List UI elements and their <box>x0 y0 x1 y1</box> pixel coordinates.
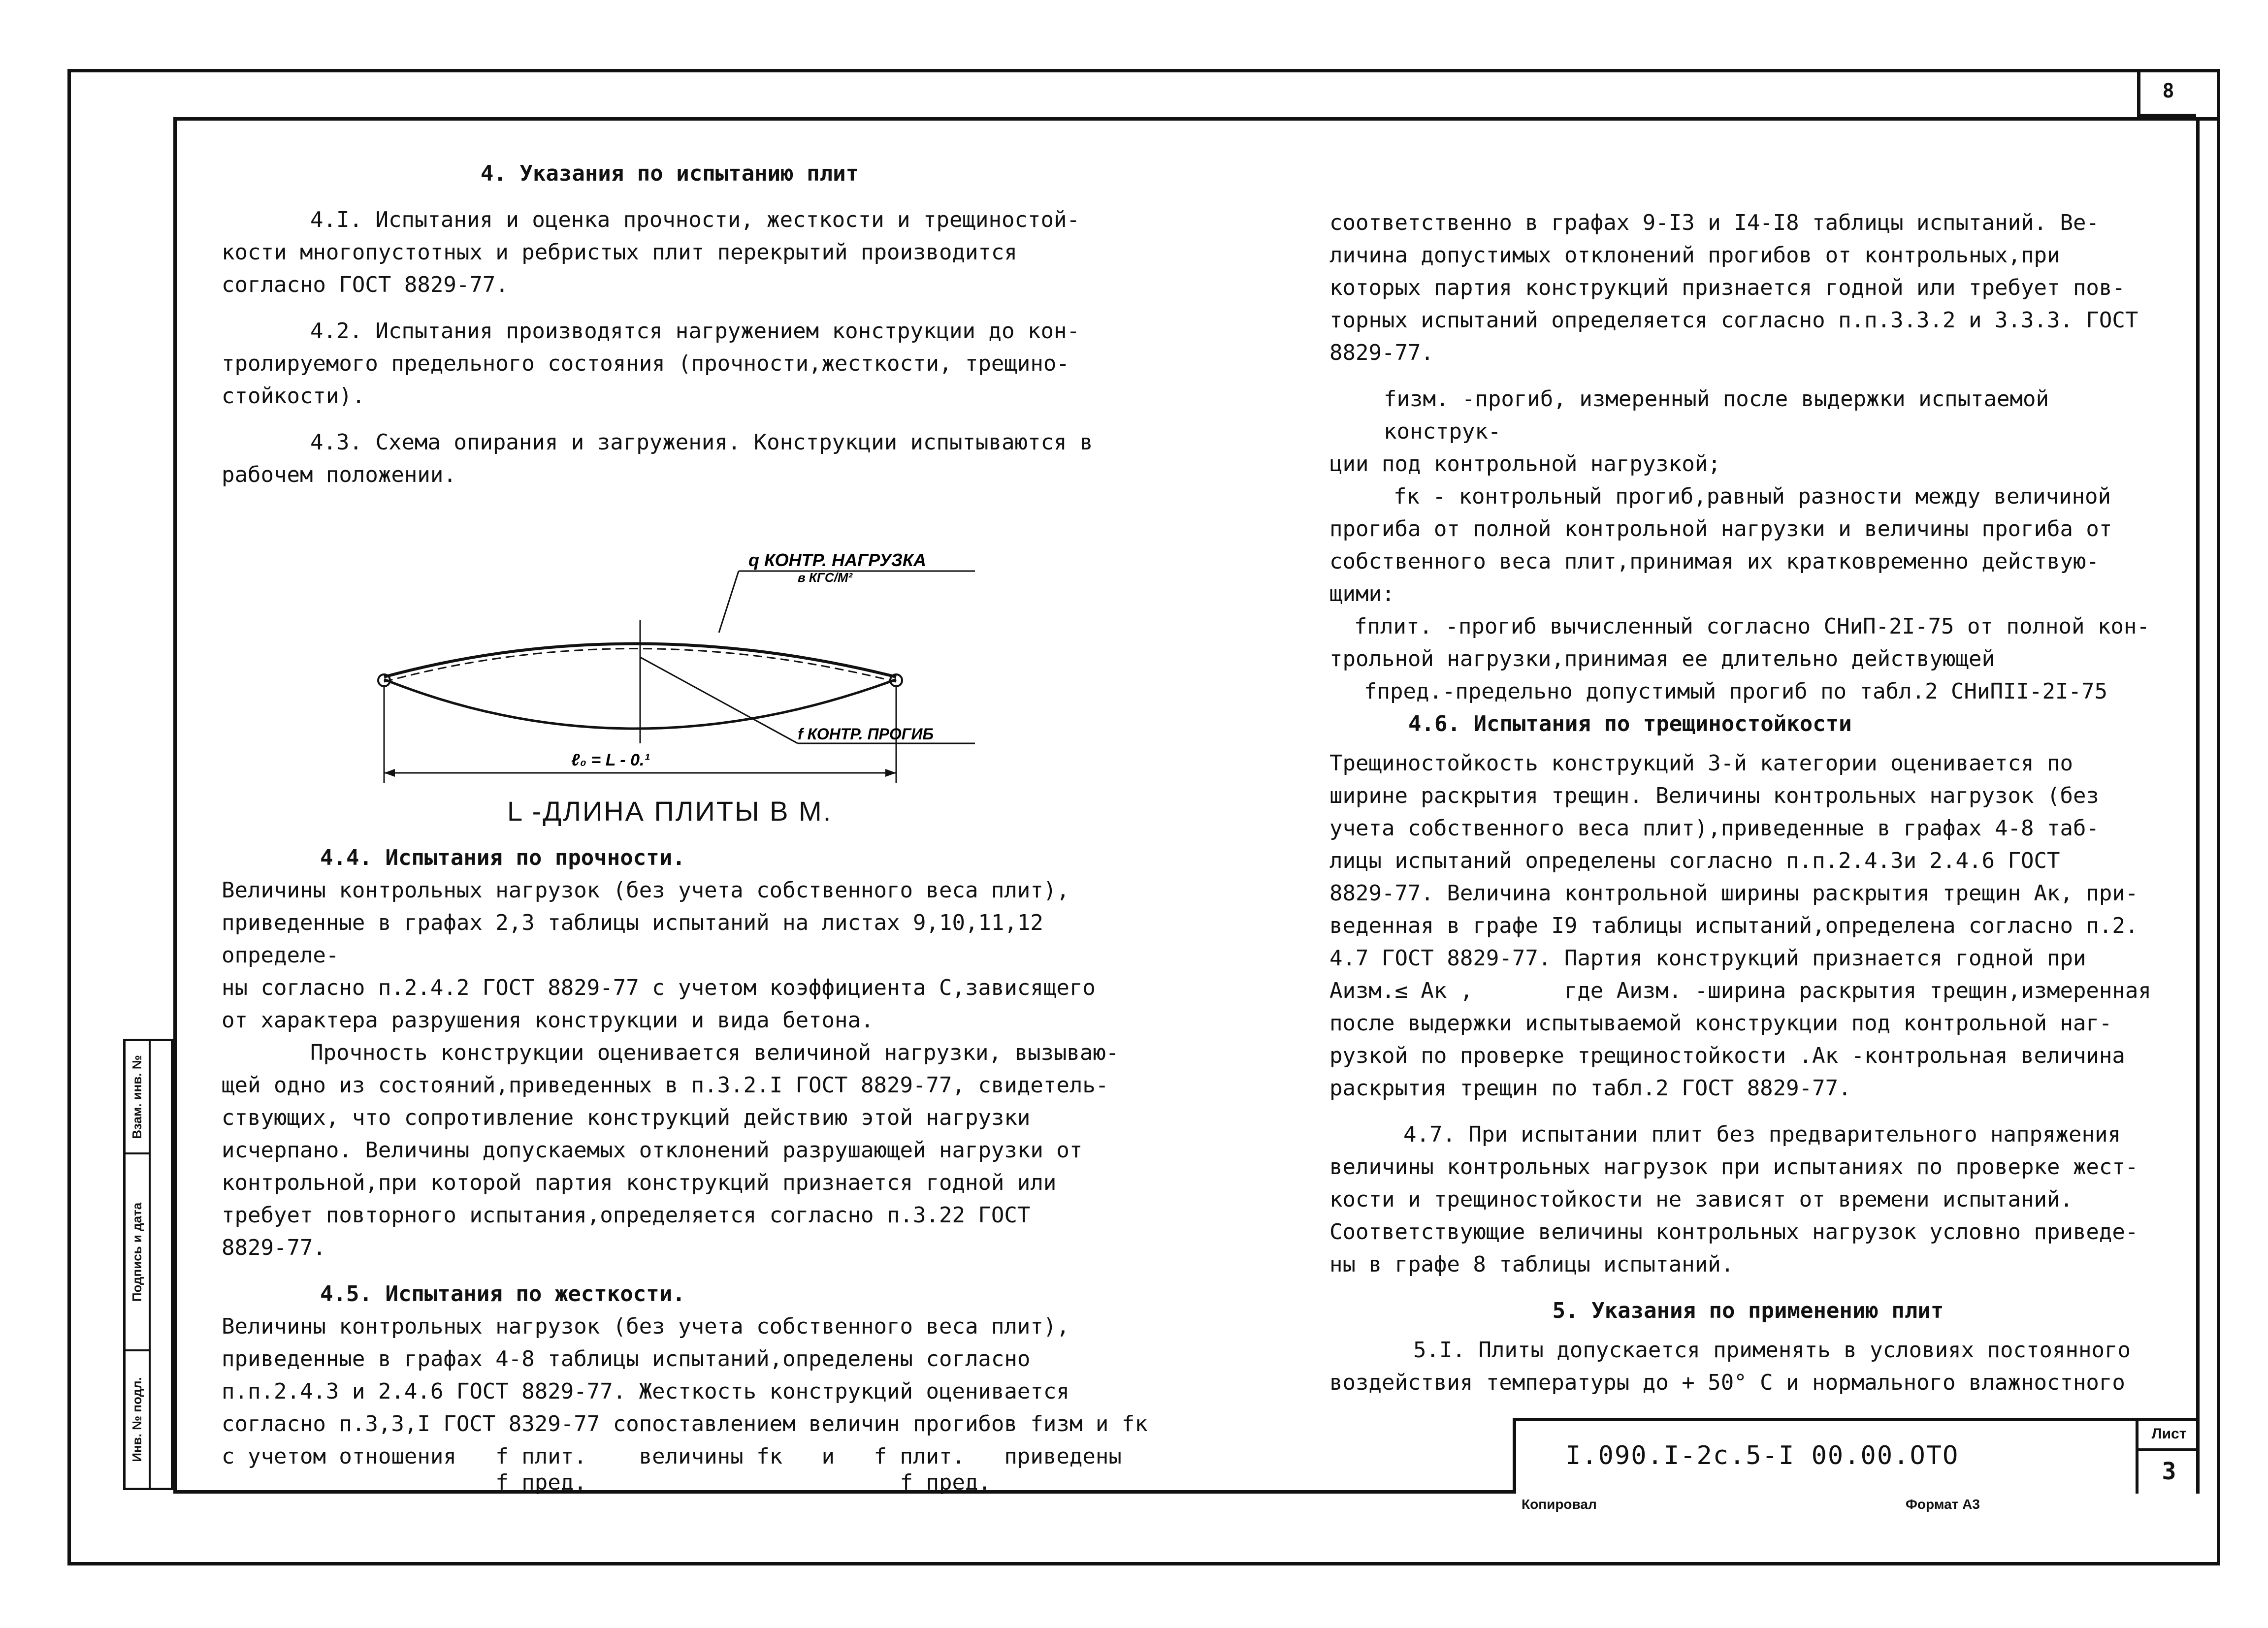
definition-fplit <box>1329 610 2167 675</box>
text-line: раскрытия трещин по табл.2 ГОСТ 8829-77. <box>1329 1076 1851 1101</box>
definition-fk <box>1329 480 2167 610</box>
dim-arrow-left-icon <box>384 769 395 777</box>
text-line: от характера разрушения конструкции и вида бетона. <box>222 1008 874 1033</box>
text-line: Прочность конструкции оценивается величиной нагрузки, вызываю- <box>310 1040 1119 1065</box>
deflection-label: f КОНТР. ПРОГИБ <box>798 725 934 743</box>
slab-length-label: L -ДЛИНА ПЛИТЫ В М. <box>507 796 833 827</box>
page-number: 8 <box>2137 69 2196 117</box>
text-line: 4.2. Испытания производятся нагружением конструкции до кон- <box>310 319 1080 344</box>
format-label: Формат А3 <box>1906 1497 1980 1512</box>
text-line: приведенные в графах 2,3 таблицы испытаний на листах 9,10,11,12 определе- <box>222 910 1043 968</box>
paragraph-4-2 <box>222 315 1157 413</box>
title-block <box>1513 1418 2200 1494</box>
text-line: щей одно из состояний,приведенных в п.3.2.I ГОСТ 8829-77, свидетель- <box>222 1073 1109 1098</box>
left-column <box>222 158 1157 491</box>
text-line: Величины контрольных нагрузок (без учета собственного веса плит), <box>222 1314 1069 1339</box>
sheet-label: Лист <box>2138 1421 2200 1451</box>
paragraph-4-5 <box>222 1310 1157 1493</box>
stamp-cell-inventory <box>126 1351 149 1488</box>
text-line: кости и трещиностойкости не зависят от времени испытаний. <box>1329 1187 2073 1212</box>
section-4-4-title: 4.4. Испытания по прочности. <box>320 845 685 870</box>
text-line: трольной нагрузки,принимая ее длительно действующей <box>1329 646 1995 671</box>
text-line: Трещиностойкость конструкций 3-й категории оценивается по <box>1329 751 2073 776</box>
text-line: кости многопустотных и ребристых плит перекрытий производится <box>222 240 1017 265</box>
sheet-box <box>2136 1421 2200 1494</box>
text-line: ствующих, что сопротивление конструкций действию этой нагрузки <box>222 1105 1031 1130</box>
text-line: 8829-77. <box>222 1235 326 1260</box>
load-leader <box>719 571 739 633</box>
load-label: q КОНТР. НАГРУЗКА <box>748 550 927 570</box>
stamp-label: Взам. инв. № <box>130 1054 145 1139</box>
paragraph-continuation <box>1329 207 2167 369</box>
text-line: 4.3. Схема опирания и загружения. Конструкции испытываются в <box>310 430 1093 455</box>
text-line: 8829-77. Величина контрольной ширины раскрытия трещин Aк, при- <box>1329 881 2138 906</box>
text-line: лицы испытаний определены согласно п.п.2.4.3и 2.4.6 ГОСТ <box>1329 848 2060 873</box>
text-line: согласно п.3,3,I ГОСТ 8329-77 сопоставлением величин прогибов fизм и fк <box>222 1411 1148 1436</box>
text-line: веденная в графе I9 таблицы испытаний,определена согласно п.2. <box>1329 913 2138 938</box>
section-5-heading: 5. Указания по применению плит <box>1552 1298 1944 1323</box>
paragraph-5-1 <box>1329 1334 2167 1399</box>
text-line: ны согласно п.2.4.2 ГОСТ 8829-77 с учетом коэффициента С,зависящего <box>222 975 1096 1000</box>
text-line: учета собственного веса плит),приведенные в графах 4-8 таб- <box>1329 816 2099 841</box>
definition-fizm <box>1329 383 2167 480</box>
text-line: после выдержки испытываемой конструкции под контрольной наг- <box>1329 1011 2112 1036</box>
text-line: тролируемого предельного состояния (прочности,жесткости, трещино- <box>222 351 1069 376</box>
load-scheme-diagram <box>364 546 1054 822</box>
paragraph-4-4 <box>222 874 1157 1037</box>
text-line: приведенные в графах 4-8 таблицы испытаний,определены согласно <box>222 1346 1031 1372</box>
text-line: 8829-77. <box>1329 340 1434 365</box>
deflection-leader <box>640 657 798 743</box>
text-line: 4.7 ГОСТ 8829-77. Партия конструкций признается годной при <box>1329 946 2086 971</box>
text-line: исчерпано. Величины допускаемых отклонений разрушающей нагрузки от <box>222 1138 1083 1163</box>
text-line: прогиба от полной контрольной нагрузки и величины прогиба от <box>1329 516 2112 542</box>
text-line: воздействия температуры до + 50° С и нормального влажностного <box>1329 1370 2125 1395</box>
sheet-number: 3 <box>2162 1458 2176 1485</box>
text-line: которых партия конструкций признается годной или требует пов- <box>1329 275 2125 300</box>
text-line: согласно ГОСТ 8829-77. <box>222 272 509 297</box>
text-line: с учетом отношения f плит. величины fк и f плит. приведены <box>222 1444 1122 1469</box>
stamp-cell-replace <box>126 1041 149 1154</box>
definition-fpred: fпред.-предельно допустимый прогиб по табл.2 СНиПII-2I-75 <box>1364 679 2107 704</box>
text-line: ширине раскрытия трещин. Величины контрольных нагрузок (без <box>1329 783 2099 808</box>
text-line: fизм. -прогиб, измеренный после выдержки испытаемой конструк- <box>1384 386 2049 444</box>
text-line: 5.I. Плиты допускается применять в условиях постоянного <box>1413 1338 2131 1363</box>
text-line: стойкости). <box>222 383 365 409</box>
text-line: 4.7. При испытании плит без предварительного напряжения <box>1403 1122 2121 1147</box>
text-line: f пред. f пред. <box>222 1470 991 1495</box>
text-line: fк - контрольный прогиб,равный разности между величиной <box>1393 484 2111 509</box>
text-line: рабочем положении. <box>222 462 456 487</box>
paragraph-4-1 <box>222 204 1157 301</box>
right-column <box>1329 207 2167 1399</box>
paragraph-4-7 <box>1329 1118 2167 1281</box>
section-4-heading: 4. Указания по испытанию плит <box>480 161 859 186</box>
approval-stamp-strip <box>123 1039 173 1490</box>
copied-by-label: Копировал <box>1522 1497 1597 1512</box>
stamp-label: Подпись и дата <box>130 1202 145 1302</box>
text-line: рузкой по проверке трещиностойкости .Aк -контрольная величина <box>1329 1043 2125 1068</box>
stamp-cell-signature <box>126 1154 149 1351</box>
text-line: ны в графе 8 таблицы испытаний. <box>1329 1252 1734 1277</box>
load-units-label: в КГС/М² <box>798 570 853 585</box>
paragraph-4-4b <box>222 1037 1157 1264</box>
text-line: личина допустимых отклонений прогибов от контрольных,при <box>1329 243 2060 268</box>
text-line: соответственно в графах 9-I3 и I4-I8 таблицы испытаний. Ве- <box>1329 210 2099 235</box>
text-line: п.п.2.4.3 и 2.4.6 ГОСТ 8829-77. Жесткость конструкций оценивается <box>222 1379 1069 1404</box>
text-line: торных испытаний определяется согласно п.п.3.3.2 и 3.3.3. ГОСТ <box>1329 308 2138 333</box>
text-line: fплит. -прогиб вычисленный согласно СНиП-2I-75 от полной кон- <box>1354 614 2150 639</box>
text-line: Соответствующие величины контрольных нагрузок условно приведе- <box>1329 1219 2138 1245</box>
paragraph-4-6 <box>1329 747 2167 1105</box>
text-line: Aизм.≤ Aк , где Aизм. -ширина раскрытия трещин,измеренная <box>1329 978 2151 1003</box>
section-4-6-title: 4.6. Испытания по трещиностойкости <box>1408 711 1852 736</box>
text-line: Величины контрольных нагрузок (без учета собственного веса плит), <box>222 878 1069 903</box>
text-line: требует повторного испытания,определяется согласно п.3.22 ГОСТ <box>222 1203 1031 1228</box>
text-line: контрольной,при которой партия конструкций признается годной или <box>222 1170 1057 1195</box>
span-label: ℓ₀ = L - 0.¹ <box>571 751 650 769</box>
stamp-divider <box>149 1041 151 1488</box>
document-code: I.090.I-2с.5-I 00.00.ОТО <box>1565 1441 1959 1470</box>
text-line: величины контрольных нагрузок при испытаниях по проверке жест- <box>1329 1154 2138 1180</box>
left-column-lower <box>222 842 1157 1493</box>
frame-right-line <box>2196 117 2200 1494</box>
dim-arrow-right-icon <box>885 769 896 777</box>
section-4-5-title: 4.5. Испытания по жесткости. <box>320 1281 685 1307</box>
text-line: 4.I. Испытания и оценка прочности, жесткости и трещиностой- <box>310 207 1080 232</box>
paragraph-4-3 <box>222 426 1157 491</box>
text-line: собственного веса плит,принимая их кратковременно действую- <box>1329 549 2099 574</box>
text-line: щими: <box>1329 581 1395 607</box>
stamp-label: Инв. № подл. <box>130 1377 144 1462</box>
text-line: ции под контрольной нагрузкой; <box>1329 451 1721 477</box>
